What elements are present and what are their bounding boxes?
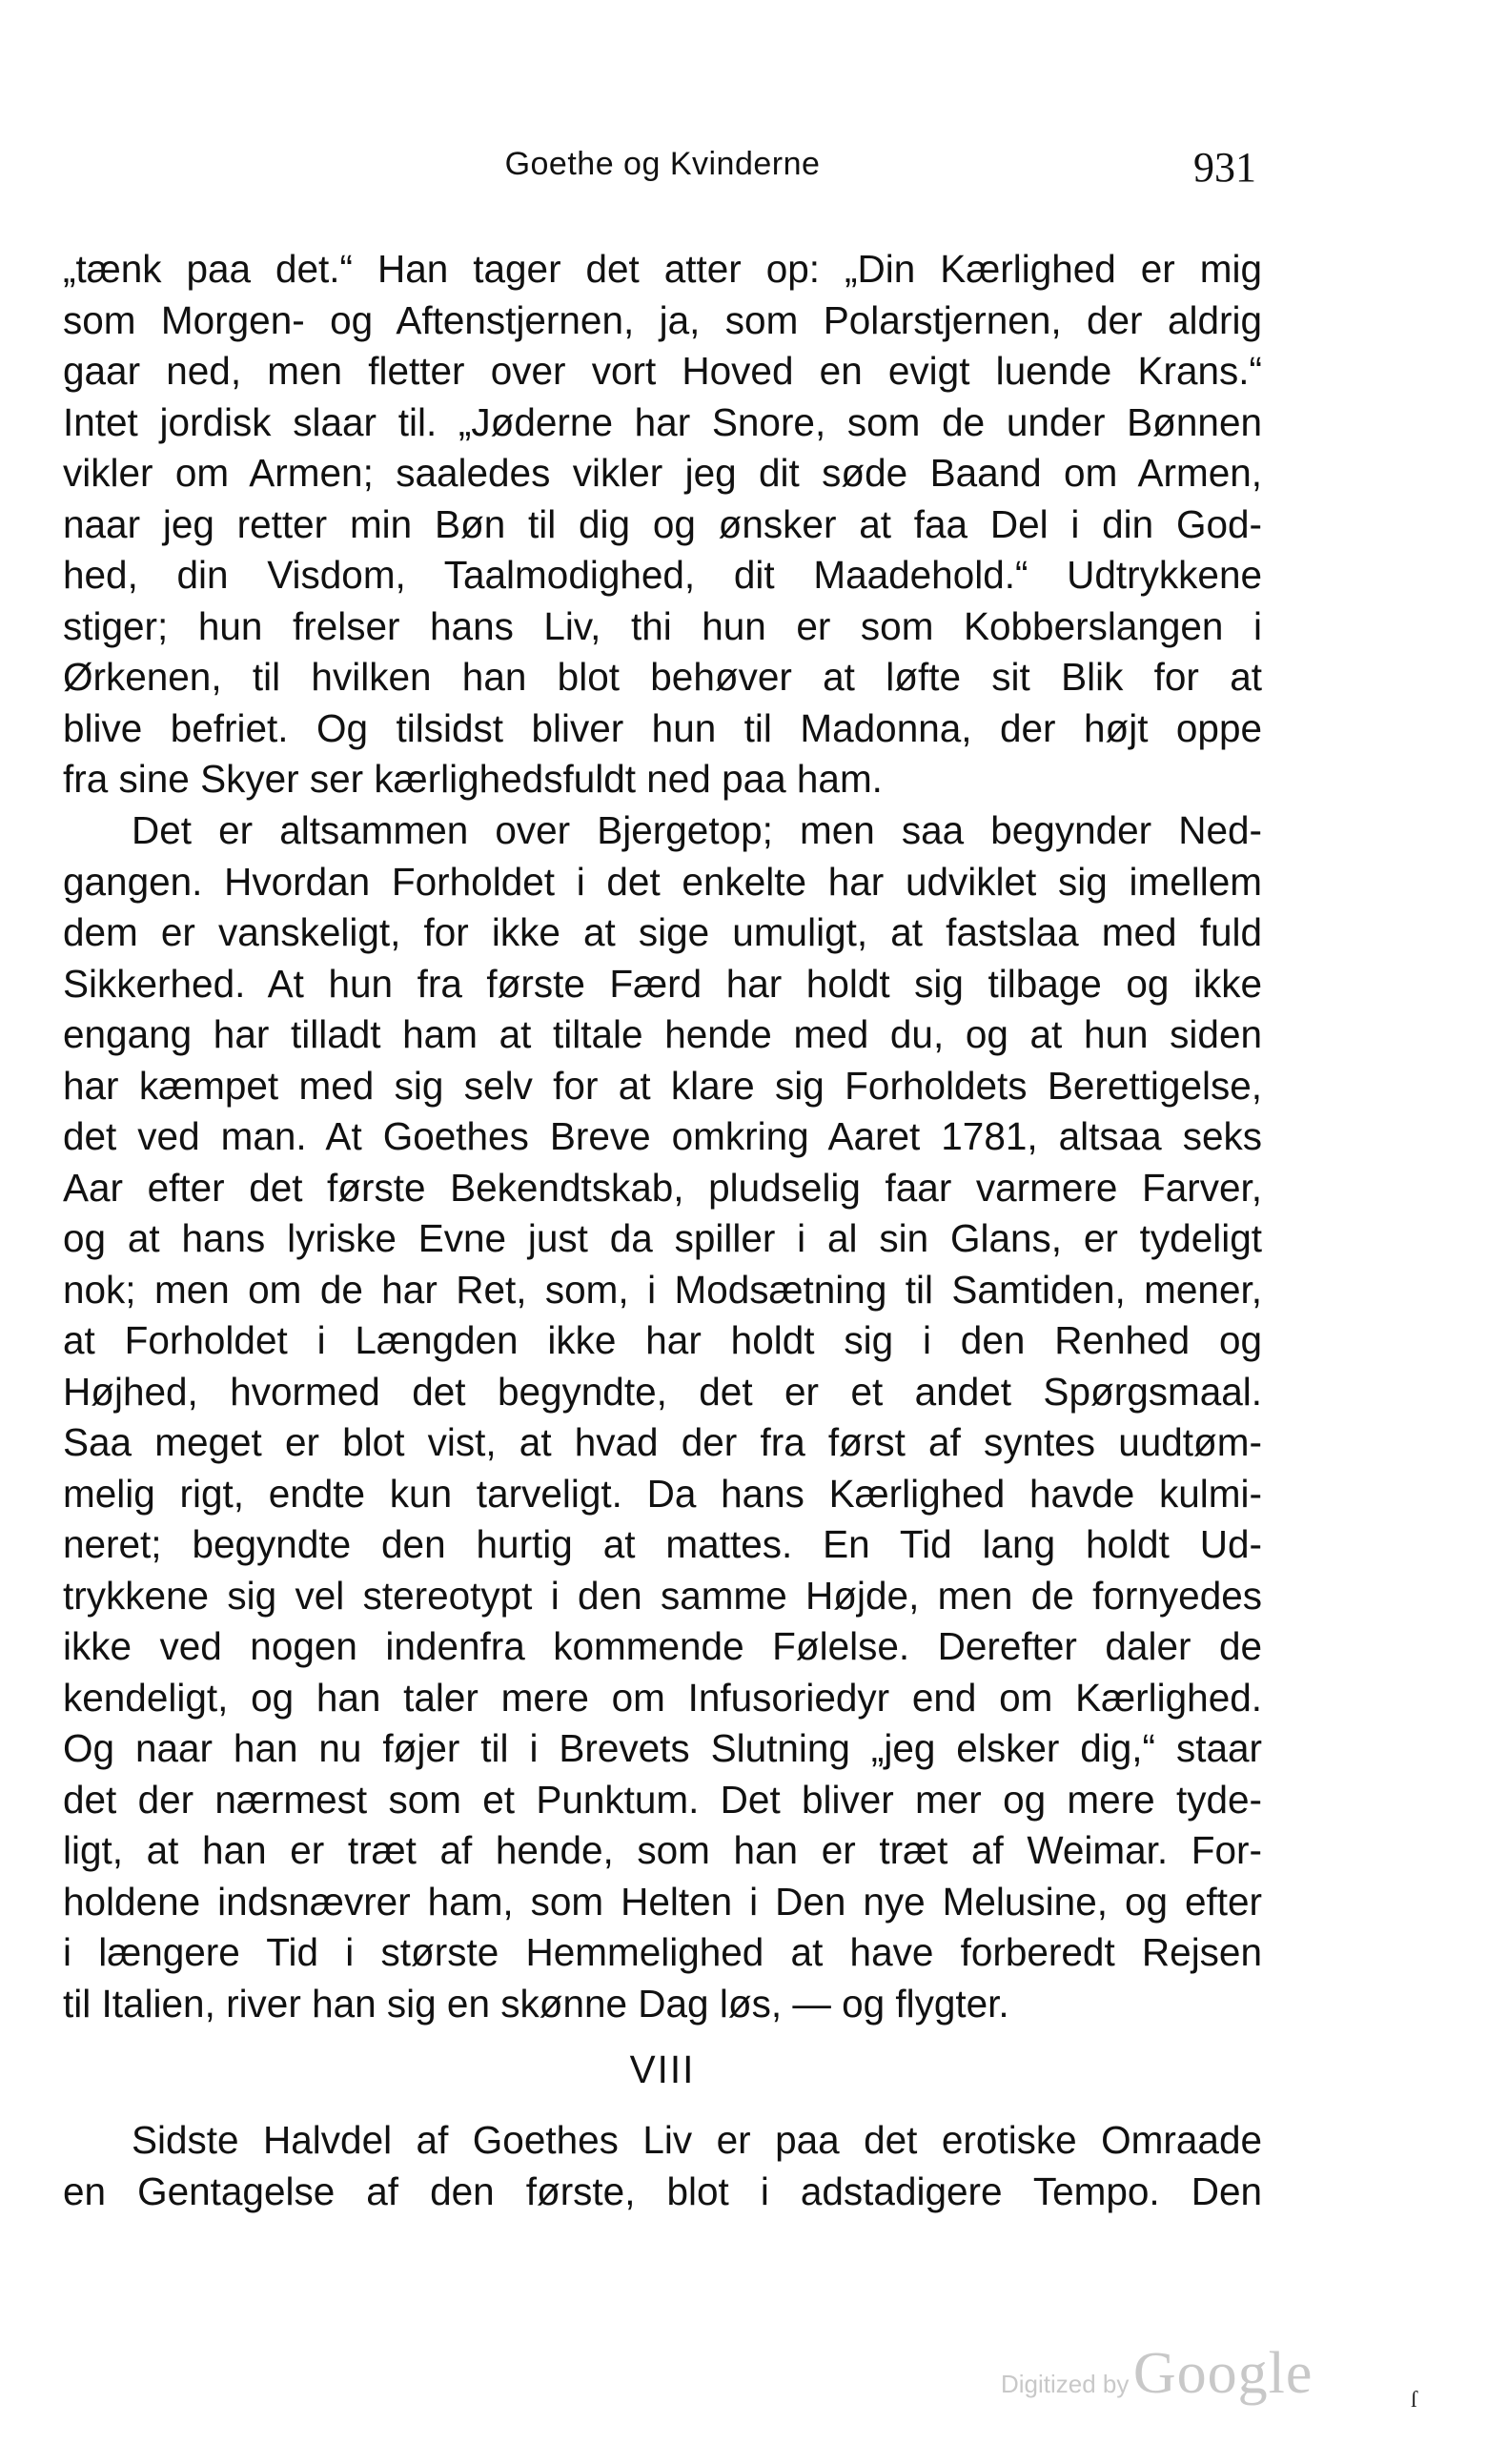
paragraph-section-start [63,2115,1262,2217]
text-line: stiger; hun frelser hans Liv, thi hun er som Kobberslangen i [63,603,1262,648]
text-line: „tænk paa det.“ Han tager det atter op: „Din Kærlighed er mig [63,247,1262,291]
text-line: Højhed, hvormed det begyndte, det er et andet Spørgsmaal. [63,1369,1262,1414]
text-line: vikler om Armen; saaledes vikler jeg dit søde Baand om Armen, [63,451,1262,495]
text-line: gaar ned, men fletter over vort Hoved en evigt luende Krans.“ [63,349,1262,393]
text-line: en Gentagelse af den første, blot i adstadigere Tempo. Den [63,2169,1262,2213]
text-line: gangen. Hvordan Forholdet i det enkelte har udviklet sig imellem [63,859,1262,904]
corner-mark: ſ [1411,2388,1417,2413]
text-line: trykkene sig vel stereotypt i den samme Højde, men de fornyedes [63,1573,1262,1618]
text-line: ligt, at han er træt af hende, som han er træt af Weimar. For- [63,1828,1262,1872]
text-line: Sidste Halvdel af Goethes Liv er paa det erotiske Omraade [132,2118,1262,2162]
text-line: Det er altsammen over Bjergetop; men saa begynder Ned- [132,808,1262,852]
text-line: som Morgen- og Aftenstjernen, ja, som Polarstjernen, der aldrig [63,297,1262,342]
text-line: Aar efter det første Bekendtskab, pludselig faar varmere Farver, [63,1165,1262,1210]
text-line: engang har tilladt ham at tiltale hende med du, og at hun siden [63,1012,1262,1056]
text-line: Intet jordisk slaar til. „Jøderne har Snore, som de under Bønnen [63,399,1262,444]
text-line: Og naar han nu føjer til i Brevets Slutning „jeg elsker dig,“ staar [63,1726,1262,1770]
text-line: Saa meget er blot vist, at hvad der fra først af syntes uudtøm- [63,1420,1262,1464]
text-line: kendeligt, og han taler mere om Infusoriedyr end om Kærlighed. [63,1675,1262,1720]
paragraph-main [63,805,1262,2029]
text-line: melig rigt, endte kun tarveligt. Da hans Kærlighed havde kulmi- [63,1471,1262,1516]
text-line: i længere Tid i største Hemmelighed at have forberedt Rejsen [63,1930,1262,1974]
text-line: Ørkenen, til hvilken han blot behøver at løfte sit Blik for at [63,655,1262,699]
running-title: Goethe og Kvinderne [504,146,821,182]
text-line: holdene indsnævrer ham, som Helten i Den nye Melusine, og efter [63,1879,1262,1924]
google-logo: Google [1132,2341,1314,2406]
text-line: naar jeg retter min Bøn til dig og ønsker at faa Del i din God- [63,501,1262,546]
text-line: at Forholdet i Længden ikke har holdt sig i den Renhed og [63,1318,1262,1362]
text-line: dem er vanskeligt, for ikke at sige umuligt, at fastslaa med fuld [63,910,1262,954]
section-heading: VIII [629,2047,696,2091]
text-line: hed, din Visdom, Taalmodighed, dit Maadehold.“ Udtrykkene [63,553,1262,597]
text-line: Sikkerhed. At hun fra første Færd har holdt sig tilbage og ikke [63,961,1262,1006]
text-line: ikke ved nogen indenfra kommende Følelse. Derefter daler de [63,1624,1262,1668]
digitized-watermark [1001,2340,1313,2408]
page-number: 931 [1193,144,1256,191]
paragraph-continuation [63,244,1262,805]
watermark-prefix: Digitized by [1001,2370,1130,2398]
text-line: neret; begyndte den hurtig at mattes. En Tid lang holdt Ud- [63,1522,1262,1566]
text-line: det ved man. At Goethes Breve omkring Aaret 1781, altsaa seks [63,1114,1262,1158]
text-line: til Italien, river han sig en skønne Dag løs, — og flygter. [63,1981,1009,2026]
text-line: fra sine Skyer ser kærlighedsfuldt ned paa ham. [63,757,883,801]
text-line: nok; men om de har Ret, som, i Modsætning til Samtiden, mener, [63,1267,1262,1312]
text-line: og at hans lyriske Evne just da spiller i al sin Glans, er tydeligt [63,1216,1262,1260]
text-line: det der nærmest som et Punktum. Det bliver mer og mere tyde- [63,1777,1262,1822]
text-line: blive befriet. Og tilsidst bliver hun til Madonna, der højt oppe [63,705,1262,750]
text-line: har kæmpet med sig selv for at klare sig Forholdets Berettigelse, [63,1063,1262,1108]
